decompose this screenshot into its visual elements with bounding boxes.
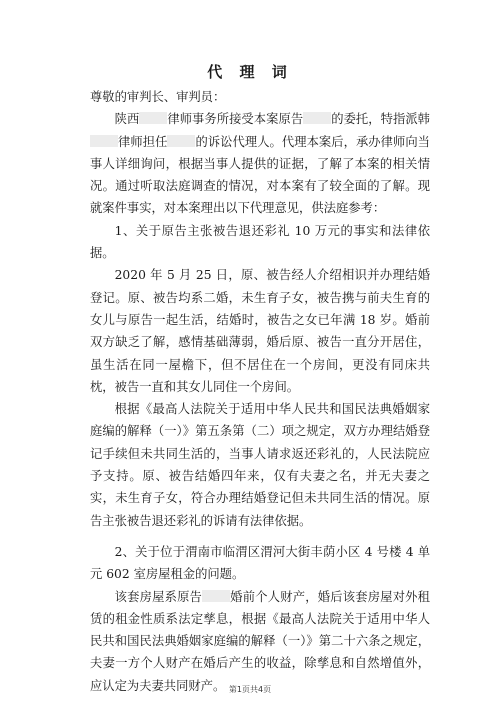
paragraph-intro bbox=[90, 108, 430, 219]
document-body bbox=[90, 86, 430, 697]
salutation: 尊敬的审判长、审判员： bbox=[90, 90, 226, 104]
paragraph-legal-basis: 根据《最高人法院关于适用中华人民共和国民法典婚姻家庭编的解释（一）》第五条第（二）项之规定，双方办理结婚登记手续但未共同生活的，当事人请求返还彩礼的，人民法院应予支持。原、被告结婚四年来，仅有夫妻之名，并无夫妻之实，未生育子女，符合办理结婚登记但未共同生活的情况。原告主张被告退还彩礼的诉请有法律依据。 bbox=[90, 402, 430, 528]
text-run: 的委托，特指派韩 bbox=[331, 112, 430, 127]
text-run: 律师事务所接受本案原告 bbox=[167, 112, 304, 127]
redaction-mark bbox=[90, 135, 118, 147]
text-run: 律师担任 bbox=[118, 134, 168, 149]
document-title: 代 理 词 bbox=[207, 63, 293, 81]
redaction-mark bbox=[202, 590, 230, 602]
text-run: 陕西 bbox=[114, 112, 140, 127]
paragraph-rent bbox=[90, 586, 430, 697]
paragraph-facts: 2020 年 5 月 25 日，原、被告经人介绍相识并办理结婚登记。原、被告均系二婚，未生育子女，被告携与前夫生育的女儿与原告一起生活，结婚时，被告之女已年满 18 岁。婚前双方缺乏了解，感情基础薄弱，婚后原、被告一直分开居住，虽生活在同一屋檐下，但不居住在一个房间，更没有同床共枕，被告一直和其女儿同住一个房间。 bbox=[90, 268, 430, 394]
section-heading-1: 1、关于原告主张被告退还彩礼 10 万元的事实和法律依据。 bbox=[90, 223, 430, 261]
redaction-mark bbox=[167, 135, 195, 147]
text-run: 婚前个人财产，婚后该套房屋对外租赁的租金性质系法定孳息，根据《最高人法院关于适用中华人民共和国民法典婚姻家庭编的解释（一）》第二十六条之规定，夫妻一方个人财产在婚后产生的收益，除孳息和自然增值外，应认定为夫妻共同财产。 bbox=[90, 589, 430, 693]
page-footer: 第1页共4页 bbox=[228, 685, 272, 694]
section-heading-2: 2、关于位于渭南市临渭区渭河大街丰荫小区 4 号楼 4 单元 602 室房屋租金的问题。 bbox=[90, 544, 430, 582]
text-run: 的诉讼代理人。代理本案后，承办律师向当事人详细询问，根据当事人提供的证据，了解了本案的相关情况。通过听取法庭调查的情况，对本案有了较全面的了解。现就案件事实，对本案理出以下代理意见，供法庭参考： bbox=[90, 134, 430, 216]
redaction-mark bbox=[139, 112, 167, 124]
text-run: 该套房屋系原告 bbox=[114, 589, 203, 604]
redaction-mark bbox=[303, 112, 331, 124]
